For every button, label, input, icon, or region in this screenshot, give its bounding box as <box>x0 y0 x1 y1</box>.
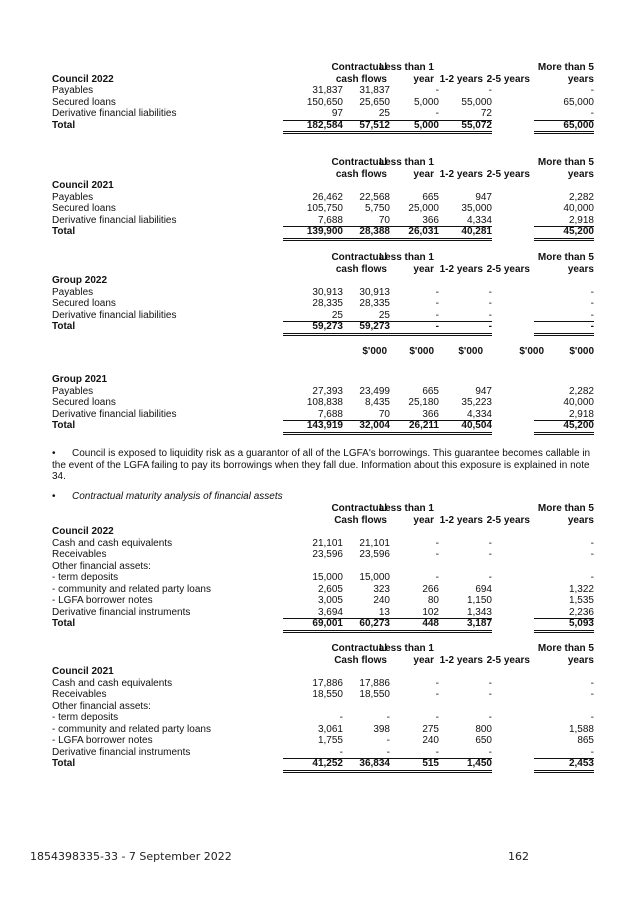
cell-col-3: 366 <box>379 215 439 228</box>
cell-col-5: 45,200 <box>534 226 594 241</box>
cell-col-5: 2,453 <box>534 758 594 773</box>
header-more-than-5: More than 5 years <box>537 252 594 275</box>
table-row <box>52 203 594 215</box>
cell-col-4: - <box>488 85 492 96</box>
cell-col-3: - <box>435 677 439 689</box>
header-more-than-5: More than 5 years <box>537 503 594 526</box>
table-row <box>52 192 594 204</box>
table-header <box>52 643 594 666</box>
header-1-2-years: 1-2 years <box>439 168 483 180</box>
cell-col-1: 17,886 <box>312 677 343 689</box>
table-row <box>52 549 594 561</box>
table-row <box>52 538 594 550</box>
cell-col-1: 23,596 <box>312 549 343 560</box>
row-label: Payables <box>52 286 94 298</box>
table-row <box>52 595 594 607</box>
cell-col-1: 1,755 <box>317 735 343 746</box>
cell-col-5: - <box>590 537 594 549</box>
cell-col-5: 2,282 <box>568 191 594 203</box>
row-label: Receivables <box>52 549 107 560</box>
cell-col-2: 70 <box>330 409 390 422</box>
cell-col-2: 59,273 <box>330 321 390 336</box>
cell-col-1: 2,605 <box>317 583 343 595</box>
total-row <box>52 226 594 238</box>
cell-col-1: 30,913 <box>312 286 343 298</box>
cell-col-5: 45,200 <box>534 420 594 435</box>
cell-col-5: - <box>590 549 594 560</box>
cell-col-4: 35,223 <box>461 397 492 408</box>
row-label: Total <box>52 321 76 332</box>
cell-col-3: 25,000 <box>408 203 439 214</box>
cell-col-5: 2,236 <box>534 607 594 620</box>
row-label: Other financial assets: <box>52 560 151 572</box>
cell-col-5: - <box>590 298 594 309</box>
currency-c2: $'000 <box>409 346 434 357</box>
cell-col-1: 31,837 <box>312 85 343 96</box>
cell-col-5: 65,000 <box>534 120 594 135</box>
cell-col-3: - <box>435 298 439 309</box>
cell-col-2: 28,388 <box>330 226 390 241</box>
header-contractual: Contractual cash flows <box>331 252 387 275</box>
cell-col-3: 240 <box>422 735 439 746</box>
cell-col-1: 7,688 <box>283 215 343 228</box>
cell-col-5: - <box>534 310 594 323</box>
cell-col-3: - <box>379 321 439 336</box>
row-label: Total <box>52 226 76 237</box>
cell-col-2: 23,596 <box>359 549 390 560</box>
cell-col-4: - <box>488 712 492 723</box>
currency-c3: $'000 <box>458 346 483 357</box>
cell-col-1: 7,688 <box>283 409 343 422</box>
table-title: Council 2021 <box>52 180 114 191</box>
row-label: Payables <box>52 191 94 203</box>
row-label: Secured loans <box>52 203 116 214</box>
cell-col-4: 650 <box>475 735 492 746</box>
cell-col-1: 21,101 <box>312 537 343 549</box>
table-row <box>52 701 594 713</box>
header-2-5-years: 2-5 years <box>486 73 530 85</box>
cell-col-5: 40,000 <box>563 203 594 214</box>
cell-col-2: 17,886 <box>359 677 390 689</box>
cell-col-3: 366 <box>379 409 439 422</box>
cell-col-5: - <box>590 677 594 689</box>
total-row <box>52 321 594 333</box>
row-label: - term deposits <box>52 572 119 583</box>
row-label: Total <box>52 420 76 431</box>
header-less-than-1: Less than 1 year <box>378 252 434 275</box>
row-label: - LGFA borrower notes <box>52 735 153 746</box>
cell-col-2: 36,834 <box>330 758 390 773</box>
table-title: Group 2021 <box>52 374 108 385</box>
cell-col-3: - <box>379 310 439 323</box>
currency-c5: $'000 <box>569 346 594 357</box>
cell-col-5: - <box>590 712 594 723</box>
header-contractual: Contractual Cash flows <box>331 643 387 666</box>
cell-col-4: 55,000 <box>461 96 492 108</box>
cell-col-1: 27,393 <box>312 385 343 397</box>
cell-col-2: 13 <box>330 607 390 620</box>
liabilities-table-council-2021 <box>52 157 594 238</box>
cell-col-1: 25 <box>283 310 343 323</box>
cell-col-1: 26,462 <box>312 191 343 203</box>
cell-col-4: 800 <box>475 723 492 735</box>
row-label: Derivative financial instruments <box>52 746 191 758</box>
table-header <box>52 252 594 275</box>
cell-col-3: 80 <box>427 595 439 606</box>
table-header <box>52 503 594 526</box>
assets-table-council-2022 <box>52 503 594 630</box>
cell-col-3: - <box>379 747 439 760</box>
cell-col-1: 97 <box>283 108 343 121</box>
cell-col-4: 40,504 <box>432 420 492 435</box>
cell-col-1: 18,550 <box>312 689 343 700</box>
cell-col-4: - <box>488 677 492 689</box>
liabilities-table-council-2022 <box>52 62 594 131</box>
table-header <box>52 157 594 180</box>
row-label: - community and related party loans <box>52 723 211 735</box>
page-number: 162 <box>508 850 529 863</box>
table-row <box>52 584 594 596</box>
header-less-than-1: Less than 1 year <box>378 157 434 180</box>
cell-col-1: 108,838 <box>306 397 343 408</box>
row-label: Other financial assets: <box>52 700 151 712</box>
cell-col-4: - <box>432 310 492 323</box>
cell-col-3: - <box>435 712 439 723</box>
row-label: Total <box>52 618 76 629</box>
cell-col-3: - <box>435 537 439 549</box>
cell-col-2: 323 <box>373 583 390 595</box>
cell-col-4: 1,343 <box>432 607 492 620</box>
cell-col-5: 2,918 <box>534 409 594 422</box>
row-label: Cash and cash equivalents <box>52 537 173 549</box>
cell-col-3: 665 <box>422 385 439 397</box>
row-label: - community and related party loans <box>52 583 211 595</box>
cell-col-1: 105,750 <box>306 203 343 214</box>
row-label: - term deposits <box>52 712 119 723</box>
cell-col-2: 398 <box>373 723 390 735</box>
header-more-than-5: More than 5 years <box>537 62 594 85</box>
cell-col-2: 5,750 <box>364 203 390 214</box>
cell-col-4: 4,334 <box>432 409 492 422</box>
cell-col-4: 4,334 <box>432 215 492 228</box>
liquidity-risk-note <box>52 448 596 483</box>
cell-col-2: 25 <box>330 108 390 121</box>
cell-col-4: - <box>488 298 492 309</box>
cell-col-4: - <box>488 549 492 560</box>
row-label: Total <box>52 119 76 131</box>
cell-col-1: - <box>283 747 343 760</box>
heading-text: Contractual maturity analysis of financial assets <box>72 491 283 502</box>
header-2-5-years: 2-5 years <box>486 654 530 666</box>
cell-col-2: 30,913 <box>359 286 390 298</box>
cell-col-4: 1,150 <box>466 595 492 606</box>
cell-col-4: - <box>488 689 492 700</box>
cell-col-3: 25,180 <box>408 397 439 408</box>
table-title: Council 2021 <box>52 666 114 677</box>
currency-row <box>52 346 594 360</box>
table-row <box>52 607 594 619</box>
table-title: Group 2022 <box>52 275 108 286</box>
row-label: Derivative financial liabilities <box>52 408 177 420</box>
cell-col-2: 18,550 <box>359 689 390 700</box>
table-row <box>52 397 594 409</box>
cell-col-1: 41,252 <box>283 758 343 773</box>
header-1-2-years: 1-2 years <box>439 263 483 275</box>
header-more-than-5: More than 5 years <box>537 157 594 180</box>
cell-col-4: 694 <box>475 583 492 595</box>
cell-col-4: 3,187 <box>432 618 492 633</box>
row-label: Cash and cash equivalents <box>52 677 173 689</box>
table-row <box>52 712 594 724</box>
table-row <box>52 85 594 97</box>
table-row <box>52 735 594 747</box>
table-row <box>52 747 594 759</box>
cell-col-5: 2,282 <box>568 385 594 397</box>
cell-col-2: 240 <box>373 595 390 606</box>
cell-col-2: 8,435 <box>364 397 390 408</box>
cell-col-2: 28,335 <box>359 298 390 309</box>
table-row <box>52 678 594 690</box>
cell-col-4: 1,450 <box>432 758 492 773</box>
cell-col-1: 15,000 <box>312 572 343 583</box>
cell-col-3: 515 <box>379 758 439 773</box>
cell-col-2: 23,499 <box>359 385 390 397</box>
header-2-5-years: 2-5 years <box>486 514 530 526</box>
header-2-5-years: 2-5 years <box>486 263 530 275</box>
row-label: Payables <box>52 385 94 397</box>
cell-col-3: 26,031 <box>379 226 439 241</box>
currency-c4: $'000 <box>519 346 544 357</box>
table-row <box>52 572 594 584</box>
row-label: Secured loans <box>52 298 116 309</box>
cell-col-2: 60,273 <box>330 618 390 633</box>
cell-col-5: - <box>590 85 594 96</box>
header-1-2-years: 1-2 years <box>439 514 483 526</box>
cell-col-2: 25 <box>330 310 390 323</box>
table-title: Council 2022 <box>52 526 114 537</box>
cell-col-5: 40,000 <box>563 397 594 408</box>
cell-col-3: 275 <box>422 723 439 735</box>
header-2-5-years: 2-5 years <box>486 168 530 180</box>
header-contractual: Contractual cash flows <box>331 62 387 85</box>
cell-col-2: 25,650 <box>359 96 390 108</box>
cell-col-1: 3,061 <box>317 723 343 735</box>
row-label: Derivative financial liabilities <box>52 309 177 321</box>
cell-col-3: 266 <box>422 583 439 595</box>
cell-col-1: 28,335 <box>312 298 343 309</box>
cell-col-3: 5,000 <box>379 120 439 135</box>
cell-col-5: - <box>590 689 594 700</box>
cell-col-5: 1,322 <box>568 583 594 595</box>
row-label: - LGFA borrower notes <box>52 595 153 606</box>
note-text: Council is exposed to liquidity risk as a guarantor of all of the LGFA's borrowings. This guarantee becomes callable in the event of the LGFA failing to pay its borrowings when they fall due. Information about this exposure is explained in note 34. <box>52 448 591 482</box>
cell-col-3: - <box>379 108 439 121</box>
total-row <box>52 618 594 630</box>
table-row <box>52 97 594 109</box>
cell-col-4: - <box>432 321 492 336</box>
header-contractual: Contractual cash flows <box>331 157 387 180</box>
row-label: Secured loans <box>52 397 116 408</box>
cell-col-4: 35,000 <box>461 203 492 214</box>
cell-col-1: 139,900 <box>283 226 343 241</box>
row-label: Payables <box>52 85 94 96</box>
cell-col-2: 21,101 <box>359 537 390 549</box>
cell-col-1: 59,273 <box>283 321 343 336</box>
cell-col-3: 102 <box>379 607 439 620</box>
cell-col-2: - <box>386 712 390 723</box>
cell-col-1: 3,694 <box>283 607 343 620</box>
cell-col-2: 22,568 <box>359 191 390 203</box>
total-row <box>52 420 594 432</box>
cell-col-1: 143,919 <box>283 420 343 435</box>
cell-col-3: - <box>435 689 439 700</box>
cell-col-5: - <box>590 572 594 583</box>
header-more-than-5: More than 5 years <box>537 643 594 666</box>
cell-col-1: 69,001 <box>283 618 343 633</box>
cell-col-4: 40,281 <box>432 226 492 241</box>
cell-col-4: 55,072 <box>432 120 492 135</box>
cell-col-4: - <box>488 537 492 549</box>
table-title: Council 2022 <box>52 73 114 85</box>
table-row <box>52 724 594 736</box>
liabilities-table-group-2022 <box>52 252 594 333</box>
cell-col-4: 947 <box>475 385 492 397</box>
cell-col-2: - <box>330 747 390 760</box>
row-label: Derivative financial liabilities <box>52 214 177 226</box>
table-row <box>52 298 594 310</box>
bullet-icon: • <box>52 491 56 502</box>
currency-c1: $'000 <box>362 346 387 357</box>
cell-col-4: - <box>488 286 492 298</box>
header-contractual: Contractual Cash flows <box>331 503 387 526</box>
cell-col-1: 182,584 <box>283 120 343 135</box>
table-row <box>52 386 594 398</box>
cell-col-3: 448 <box>379 618 439 633</box>
cell-col-5: - <box>534 321 594 336</box>
cell-col-3: - <box>435 549 439 560</box>
assets-table-council-2021 <box>52 643 594 770</box>
cell-col-3: 665 <box>422 191 439 203</box>
cell-col-5: 1,535 <box>568 595 594 606</box>
row-label: Secured loans <box>52 96 116 108</box>
table-row <box>52 689 594 701</box>
row-label: Derivative financial liabilities <box>52 108 177 119</box>
cell-col-5: - <box>534 747 594 760</box>
cell-col-5: 1,588 <box>568 723 594 735</box>
cell-col-2: 15,000 <box>359 572 390 583</box>
document-id: 1854398335-33 - 7 September 2022 <box>30 850 232 863</box>
header-1-2-years: 1-2 years <box>439 73 483 85</box>
cell-col-3: - <box>435 572 439 583</box>
table-row <box>52 108 594 120</box>
table-row <box>52 409 594 421</box>
assets-heading <box>52 491 596 503</box>
cell-col-2: 31,837 <box>359 85 390 96</box>
cell-col-3: 26,211 <box>379 420 439 435</box>
table-row <box>52 215 594 227</box>
table-row <box>52 287 594 299</box>
row-label: Derivative financial instruments <box>52 606 191 618</box>
cell-col-4: 72 <box>432 108 492 121</box>
cell-col-5: 865 <box>577 735 594 746</box>
cell-col-4: 947 <box>475 191 492 203</box>
cell-col-5: - <box>534 108 594 121</box>
cell-col-3: - <box>435 286 439 298</box>
header-less-than-1: Less than 1 year <box>378 62 434 85</box>
table-row <box>52 561 594 573</box>
cell-col-3: 5,000 <box>413 96 439 108</box>
total-row <box>52 120 594 132</box>
cell-col-5: 2,918 <box>534 215 594 228</box>
row-label: Receivables <box>52 689 107 700</box>
cell-col-2: 70 <box>330 215 390 228</box>
table-row <box>52 310 594 322</box>
total-row <box>52 758 594 770</box>
cell-col-5: - <box>590 286 594 298</box>
liabilities-table-group-2021 <box>52 346 594 432</box>
cell-col-1: - <box>339 712 343 723</box>
header-less-than-1: Less than 1 year <box>378 503 434 526</box>
cell-col-2: - <box>386 735 390 746</box>
row-label: Total <box>52 758 76 769</box>
header-1-2-years: 1-2 years <box>439 654 483 666</box>
cell-col-2: 57,512 <box>330 120 390 135</box>
cell-col-4: - <box>432 747 492 760</box>
cell-col-1: 150,650 <box>306 96 343 108</box>
cell-col-3: - <box>435 85 439 96</box>
cell-col-1: 3,005 <box>317 595 343 606</box>
cell-col-4: - <box>488 572 492 583</box>
table-header <box>52 62 594 85</box>
bullet-icon: • <box>52 448 56 459</box>
cell-col-2: 32,004 <box>330 420 390 435</box>
cell-col-5: 65,000 <box>563 96 594 108</box>
cell-col-5: 5,093 <box>534 618 594 633</box>
header-less-than-1: Less than 1 year <box>378 643 434 666</box>
